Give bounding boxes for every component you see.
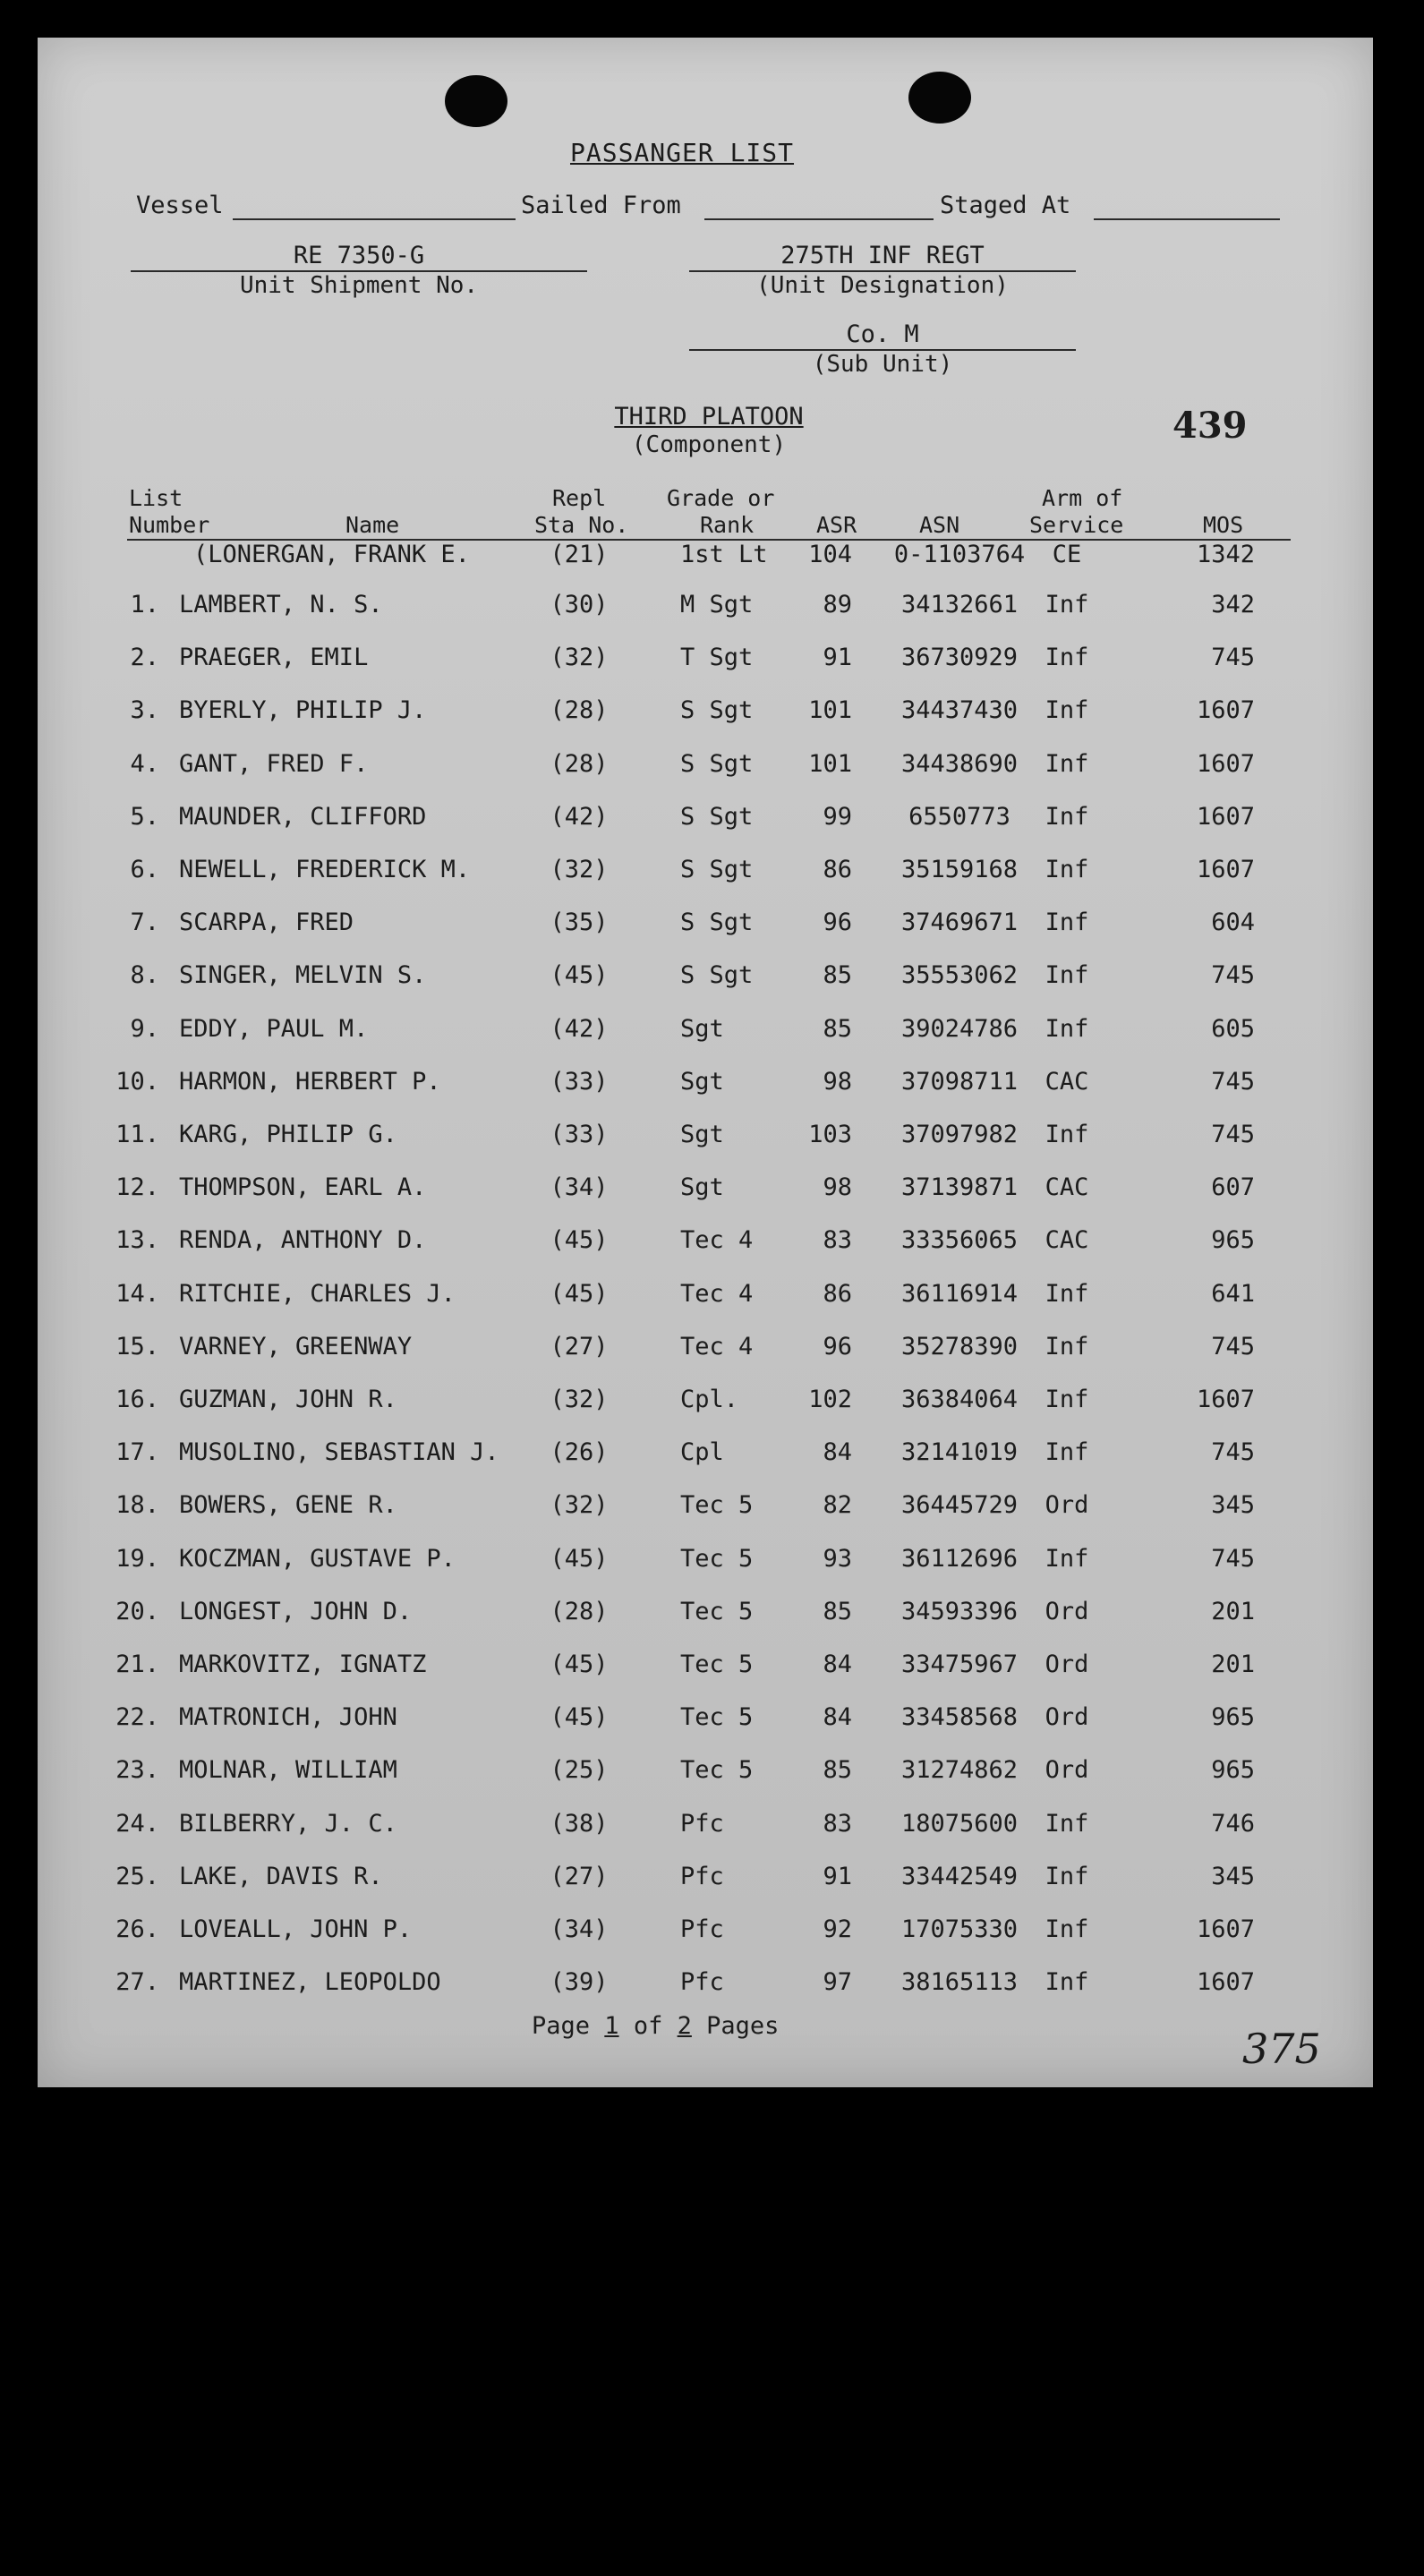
row-name: GUZMAN, JOHN R. bbox=[179, 1386, 397, 1413]
row-grade: S Sgt bbox=[680, 856, 754, 883]
row-mos: 745 bbox=[1211, 644, 1255, 671]
row-grade: S Sgt bbox=[680, 696, 754, 724]
row-asn: 34438690 bbox=[900, 750, 1019, 778]
row-mos: 1607 bbox=[1196, 1968, 1255, 1996]
row-asn: 35278390 bbox=[900, 1333, 1019, 1361]
row-asn: 33442549 bbox=[900, 1863, 1019, 1890]
row-mos: 746 bbox=[1211, 1810, 1255, 1838]
row-arm: Inf bbox=[1045, 856, 1089, 883]
row-name: RENDA, ANTHONY D. bbox=[179, 1226, 427, 1254]
row-num: 11. bbox=[115, 1121, 159, 1148]
row-num: 23. bbox=[115, 1756, 159, 1784]
row-grade: Tec 5 bbox=[680, 1491, 754, 1519]
row-sta: (45) bbox=[550, 1226, 609, 1254]
row-name: BOWERS, GENE R. bbox=[179, 1491, 397, 1519]
row-sta: (45) bbox=[550, 1703, 609, 1731]
header-list-line1: List bbox=[129, 485, 183, 511]
row-sta: (26) bbox=[550, 1438, 609, 1466]
row-arm: Inf bbox=[1045, 696, 1089, 724]
row-arm: CAC bbox=[1045, 1068, 1089, 1096]
row-name: MAUNDER, CLIFFORD bbox=[179, 803, 427, 831]
row-name: BYERLY, PHILIP J. bbox=[179, 696, 427, 724]
row-arm: Ord bbox=[1045, 1491, 1089, 1519]
row-name: LONGEST, JOHN D. bbox=[179, 1598, 413, 1625]
row-name: GANT, FRED F. bbox=[179, 750, 369, 778]
header-name: Name bbox=[345, 512, 400, 538]
component-caption: (Component) bbox=[631, 431, 787, 458]
row-sta: (27) bbox=[550, 1333, 609, 1361]
row-grade: Tec 5 bbox=[680, 1703, 754, 1731]
row-asn: 36384064 bbox=[900, 1386, 1019, 1413]
handwritten-number: 375 bbox=[1242, 2025, 1321, 2073]
row-arm: CAC bbox=[1045, 1173, 1089, 1201]
row-name: MARKOVITZ, IGNATZ bbox=[179, 1651, 427, 1678]
row-mos: 1607 bbox=[1196, 1386, 1255, 1413]
row-name: THOMPSON, EARL A. bbox=[179, 1173, 427, 1201]
row-sta: (45) bbox=[550, 1651, 609, 1678]
row-name: LAKE, DAVIS R. bbox=[179, 1863, 383, 1890]
unit-shipment-caption: Unit Shipment No. bbox=[239, 272, 479, 299]
row-asn: 34437430 bbox=[900, 696, 1019, 724]
row-name: HARMON, HERBERT P. bbox=[179, 1068, 441, 1096]
row-mos: 745 bbox=[1211, 1121, 1255, 1148]
row-mos: 1607 bbox=[1196, 856, 1255, 883]
row-num: 4. bbox=[130, 750, 159, 778]
row-name: SCARPA, FRED bbox=[179, 908, 354, 936]
row-num: 5. bbox=[130, 803, 159, 831]
row-arm: Inf bbox=[1045, 1280, 1089, 1308]
row-asn: 17075330 bbox=[900, 1915, 1019, 1943]
staged-at-line bbox=[1094, 218, 1280, 220]
row-num: 7. bbox=[130, 908, 159, 936]
row-grade: Pfc bbox=[680, 1915, 724, 1943]
row-num: 20. bbox=[115, 1598, 159, 1625]
row-arm: Inf bbox=[1045, 1386, 1089, 1413]
row-num: 15. bbox=[115, 1333, 159, 1361]
footer-total-pages: 2 bbox=[677, 2012, 692, 2040]
row-asr: 96 bbox=[823, 908, 852, 936]
row-asr: 91 bbox=[823, 1863, 852, 1890]
row-mos: 1607 bbox=[1196, 803, 1255, 831]
row-name: MOLNAR, WILLIAM bbox=[179, 1756, 397, 1784]
row-grade: Tec 4 bbox=[680, 1280, 754, 1308]
row-asr: 102 bbox=[808, 1386, 852, 1413]
unit-shipment-value: RE 7350-G bbox=[293, 242, 425, 269]
row-sta: (39) bbox=[550, 1968, 609, 1996]
row-num: 24. bbox=[115, 1810, 159, 1838]
header-repl-line2: Sta No. bbox=[534, 512, 629, 538]
row-sta: (45) bbox=[550, 1545, 609, 1573]
row-mos: 965 bbox=[1211, 1226, 1255, 1254]
row-arm: Inf bbox=[1045, 1863, 1089, 1890]
row-grade: T Sgt bbox=[680, 644, 754, 671]
row-sta: (42) bbox=[550, 1015, 609, 1043]
row-sta: (28) bbox=[550, 1598, 609, 1625]
row-asr: 82 bbox=[823, 1491, 852, 1519]
row-asr: 92 bbox=[823, 1915, 852, 1943]
row-asn: 33356065 bbox=[900, 1226, 1019, 1254]
unit-designation-value: 275TH INF REGT bbox=[780, 242, 985, 269]
row-sta: (25) bbox=[550, 1756, 609, 1784]
row-asr: 98 bbox=[823, 1068, 852, 1096]
row-asn: 37098711 bbox=[900, 1068, 1019, 1096]
row-mos: 201 bbox=[1211, 1598, 1255, 1625]
row-arm: Inf bbox=[1045, 1915, 1089, 1943]
header-mos: MOS bbox=[1203, 512, 1244, 538]
row-arm: Inf bbox=[1045, 591, 1089, 618]
row-num: 8. bbox=[130, 961, 159, 989]
row-asn: 34132661 bbox=[900, 591, 1019, 618]
row-num: 25. bbox=[115, 1863, 159, 1890]
row-grade: Sgt bbox=[680, 1121, 724, 1148]
component-value: THIRD PLATOON bbox=[614, 403, 804, 431]
row-mos: 607 bbox=[1211, 1173, 1255, 1201]
row-asr: 85 bbox=[823, 1756, 852, 1784]
row-grade: S Sgt bbox=[680, 750, 754, 778]
row-name: VARNEY, GREENWAY bbox=[179, 1333, 413, 1361]
row-arm: Inf bbox=[1045, 1810, 1089, 1838]
row-mos: 342 bbox=[1211, 591, 1255, 618]
row-sta: (33) bbox=[550, 1121, 609, 1148]
row-grade: S Sgt bbox=[680, 803, 754, 831]
sailed-from-line bbox=[704, 218, 934, 220]
row-num: 1. bbox=[130, 591, 159, 618]
row-grade: Tec 5 bbox=[680, 1545, 754, 1573]
row-asn: 33458568 bbox=[900, 1703, 1019, 1731]
row-asn: 36730929 bbox=[900, 644, 1019, 671]
row-arm: Inf bbox=[1045, 1438, 1089, 1466]
row-name: MATRONICH, JOHN bbox=[179, 1703, 397, 1731]
header-repl-line1: Repl bbox=[552, 485, 607, 511]
row-asr: 85 bbox=[823, 1598, 852, 1625]
row-grade: S Sgt bbox=[680, 908, 754, 936]
row-grade: Tec 5 bbox=[680, 1598, 754, 1625]
row-num: 13. bbox=[115, 1226, 159, 1254]
row-asn: 35553062 bbox=[900, 961, 1019, 989]
row-asn: 33475967 bbox=[900, 1651, 1019, 1678]
header-grade-line1: Grade or bbox=[667, 485, 775, 511]
row-mos: 1607 bbox=[1196, 750, 1255, 778]
footer-page-word: Page bbox=[532, 2012, 591, 2040]
row-grade: Pfc bbox=[680, 1968, 724, 1996]
row-sta: (27) bbox=[550, 1863, 609, 1890]
row-asn: 37097982 bbox=[900, 1121, 1019, 1148]
row-asr: 97 bbox=[823, 1968, 852, 1996]
row-num: 3. bbox=[130, 696, 159, 724]
row-num: 27. bbox=[115, 1968, 159, 1996]
row-arm: Inf bbox=[1045, 1015, 1089, 1043]
row-mos: 201 bbox=[1211, 1651, 1255, 1678]
row-mos: 745 bbox=[1211, 1438, 1255, 1466]
row-grade: Sgt bbox=[680, 1015, 724, 1043]
row-arm: Inf bbox=[1045, 1545, 1089, 1573]
row-name: BILBERRY, J. C. bbox=[179, 1810, 397, 1838]
vessel-label: Vessel bbox=[136, 192, 224, 219]
row-arm: Inf bbox=[1045, 1333, 1089, 1361]
row-asn: 36116914 bbox=[900, 1280, 1019, 1308]
row-num: 22. bbox=[115, 1703, 159, 1731]
footer-current-page: 1 bbox=[604, 2012, 619, 2040]
row-grade: Tec 4 bbox=[680, 1226, 754, 1254]
row-num: 9. bbox=[130, 1015, 159, 1043]
row-asn: 31274862 bbox=[900, 1756, 1019, 1784]
row-asr: 85 bbox=[823, 1015, 852, 1043]
row-asr: 84 bbox=[823, 1651, 852, 1678]
row-asn: 6550773 bbox=[908, 803, 1010, 831]
row-sta: (28) bbox=[550, 750, 609, 778]
row-num: 16. bbox=[115, 1386, 159, 1413]
row-asr: 89 bbox=[823, 591, 852, 618]
row-name: NEWELL, FREDERICK M. bbox=[179, 856, 471, 883]
row-sta: (32) bbox=[550, 1386, 609, 1413]
row-asn: 36112696 bbox=[900, 1545, 1019, 1573]
row-arm: CAC bbox=[1045, 1226, 1089, 1254]
row-sta: (45) bbox=[550, 1280, 609, 1308]
officer-name: (LONERGAN, FRANK E. bbox=[193, 541, 470, 568]
staged-at-label: Staged At bbox=[940, 192, 1071, 219]
row-sta: (28) bbox=[550, 696, 609, 724]
row-asr: 86 bbox=[823, 1280, 852, 1308]
vessel-line bbox=[233, 218, 516, 220]
row-arm: Inf bbox=[1045, 750, 1089, 778]
header-asr: ASR bbox=[816, 512, 857, 538]
header-arm-line1: Arm of bbox=[1042, 485, 1123, 511]
row-mos: 604 bbox=[1211, 908, 1255, 936]
row-name: PRAEGER, EMIL bbox=[179, 644, 369, 671]
row-asr: 85 bbox=[823, 961, 852, 989]
row-asr: 98 bbox=[823, 1173, 852, 1201]
row-arm: Ord bbox=[1045, 1598, 1089, 1625]
officer-asr: 104 bbox=[808, 541, 852, 568]
row-name: LOVEALL, JOHN P. bbox=[179, 1915, 413, 1943]
row-arm: Inf bbox=[1045, 1121, 1089, 1148]
row-asr: 101 bbox=[808, 696, 852, 724]
row-grade: M Sgt bbox=[680, 591, 754, 618]
row-sta: (32) bbox=[550, 644, 609, 671]
row-mos: 965 bbox=[1211, 1703, 1255, 1731]
row-name: SINGER, MELVIN S. bbox=[179, 961, 427, 989]
sub-unit-value: Co. M bbox=[846, 320, 919, 348]
row-num: 17. bbox=[115, 1438, 159, 1466]
row-num: 21. bbox=[115, 1651, 159, 1678]
row-asr: 93 bbox=[823, 1545, 852, 1573]
row-name: KARG, PHILIP G. bbox=[179, 1121, 397, 1148]
stamp-number: 439 bbox=[1172, 405, 1248, 447]
row-asn: 35159168 bbox=[900, 856, 1019, 883]
sub-unit-caption: (Sub Unit) bbox=[812, 351, 953, 378]
row-arm: Inf bbox=[1045, 908, 1089, 936]
row-num: 12. bbox=[115, 1173, 159, 1201]
row-asr: 101 bbox=[808, 750, 852, 778]
row-asn: 37139871 bbox=[900, 1173, 1019, 1201]
row-grade: Tec 5 bbox=[680, 1651, 754, 1678]
row-asn: 34593396 bbox=[900, 1598, 1019, 1625]
row-sta: (38) bbox=[550, 1810, 609, 1838]
row-grade: Sgt bbox=[680, 1068, 724, 1096]
row-arm: Inf bbox=[1045, 961, 1089, 989]
officer-mos: 1342 bbox=[1196, 541, 1255, 568]
row-num: 10. bbox=[115, 1068, 159, 1096]
row-num: 6. bbox=[130, 856, 159, 883]
row-sta: (34) bbox=[550, 1915, 609, 1943]
row-mos: 745 bbox=[1211, 1545, 1255, 1573]
row-sta: (32) bbox=[550, 1491, 609, 1519]
row-num: 26. bbox=[115, 1915, 159, 1943]
row-grade: Cpl. bbox=[680, 1386, 739, 1413]
row-arm: Ord bbox=[1045, 1703, 1089, 1731]
row-asr: 84 bbox=[823, 1703, 852, 1731]
row-mos: 1607 bbox=[1196, 696, 1255, 724]
officer-asn: 0-1103764 bbox=[893, 541, 1026, 568]
row-mos: 605 bbox=[1211, 1015, 1255, 1043]
row-asr: 83 bbox=[823, 1810, 852, 1838]
row-arm: Ord bbox=[1045, 1651, 1089, 1678]
row-arm: Inf bbox=[1045, 803, 1089, 831]
row-name: KOCZMAN, GUSTAVE P. bbox=[179, 1545, 456, 1573]
row-grade: S Sgt bbox=[680, 961, 754, 989]
officer-grade: 1st Lt bbox=[680, 541, 768, 568]
row-num: 14. bbox=[115, 1280, 159, 1308]
row-asn: 38165113 bbox=[900, 1968, 1019, 1996]
row-mos: 965 bbox=[1211, 1756, 1255, 1784]
row-asr: 91 bbox=[823, 644, 852, 671]
row-asr: 96 bbox=[823, 1333, 852, 1361]
row-sta: (33) bbox=[550, 1068, 609, 1096]
document-title: PASSANGER LIST bbox=[570, 138, 795, 167]
row-sta: (42) bbox=[550, 803, 609, 831]
row-grade: Sgt bbox=[680, 1173, 724, 1201]
footer-pages-word: Pages bbox=[706, 2012, 780, 2040]
punch-hole-left bbox=[445, 75, 507, 127]
row-mos: 745 bbox=[1211, 1333, 1255, 1361]
row-asr: 103 bbox=[808, 1121, 852, 1148]
row-name: MARTINEZ, LEOPOLDO bbox=[179, 1968, 441, 1996]
header-arm-line2: Service bbox=[1029, 512, 1124, 538]
row-name: EDDY, PAUL M. bbox=[179, 1015, 369, 1043]
sailed-from-label: Sailed From bbox=[521, 192, 681, 219]
row-grade: Tec 5 bbox=[680, 1756, 754, 1784]
unit-designation-caption: (Unit Designation) bbox=[756, 272, 1009, 299]
row-sta: (34) bbox=[550, 1173, 609, 1201]
row-sta: (45) bbox=[550, 961, 609, 989]
row-mos: 641 bbox=[1211, 1280, 1255, 1308]
row-asn: 39024786 bbox=[900, 1015, 1019, 1043]
row-num: 2. bbox=[130, 644, 159, 671]
officer-sta: (21) bbox=[550, 541, 609, 568]
row-asn: 32141019 bbox=[900, 1438, 1019, 1466]
row-asr: 86 bbox=[823, 856, 852, 883]
punch-hole-right bbox=[908, 72, 971, 124]
row-num: 18. bbox=[115, 1491, 159, 1519]
footer-of-word: of bbox=[633, 2012, 663, 2040]
row-asn: 37469671 bbox=[900, 908, 1019, 936]
row-sta: (32) bbox=[550, 856, 609, 883]
row-name: MUSOLINO, SEBASTIAN J. bbox=[179, 1438, 499, 1466]
row-mos: 745 bbox=[1211, 961, 1255, 989]
row-asr: 99 bbox=[823, 803, 852, 831]
row-arm: Ord bbox=[1045, 1756, 1089, 1784]
header-list-line2: Number bbox=[129, 512, 210, 538]
row-name: RITCHIE, CHARLES J. bbox=[179, 1280, 456, 1308]
row-grade: Cpl bbox=[680, 1438, 724, 1466]
row-mos: 345 bbox=[1211, 1863, 1255, 1890]
row-asr: 83 bbox=[823, 1226, 852, 1254]
officer-arm: CE bbox=[1052, 541, 1082, 568]
row-sta: (35) bbox=[550, 908, 609, 936]
row-num: 19. bbox=[115, 1545, 159, 1573]
header-asn: ASN bbox=[919, 512, 960, 538]
row-mos: 345 bbox=[1211, 1491, 1255, 1519]
header-grade-line2: Rank bbox=[700, 512, 755, 538]
row-arm: Inf bbox=[1045, 1968, 1089, 1996]
row-asn: 36445729 bbox=[900, 1491, 1019, 1519]
row-grade: Tec 4 bbox=[680, 1333, 754, 1361]
row-name: LAMBERT, N. S. bbox=[179, 591, 383, 618]
page-footer bbox=[532, 2012, 779, 2040]
row-mos: 1607 bbox=[1196, 1915, 1255, 1943]
row-asn: 18075600 bbox=[900, 1810, 1019, 1838]
row-asr: 84 bbox=[823, 1438, 852, 1466]
row-grade: Pfc bbox=[680, 1863, 724, 1890]
row-grade: Pfc bbox=[680, 1810, 724, 1838]
row-arm: Inf bbox=[1045, 644, 1089, 671]
document-page bbox=[38, 38, 1373, 2087]
row-sta: (30) bbox=[550, 591, 609, 618]
row-mos: 745 bbox=[1211, 1068, 1255, 1096]
